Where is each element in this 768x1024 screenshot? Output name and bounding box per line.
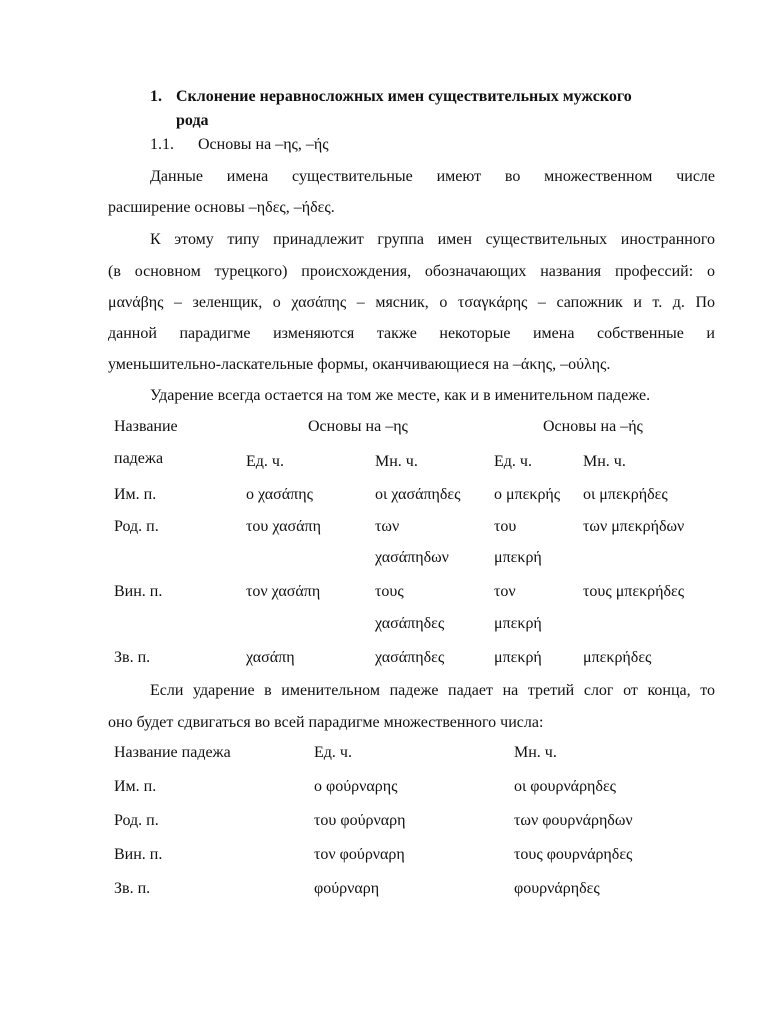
table-cell: ο μπεκρής xyxy=(494,486,561,503)
table-cell: οι μπεκρήδες xyxy=(583,486,668,503)
table-cell: ο χασάπης xyxy=(246,486,313,503)
column-header-plural: Мн. ч. xyxy=(583,453,626,470)
column-header-plural: Мн. ч. xyxy=(375,453,418,470)
column-header-case: Название xyxy=(114,418,178,435)
table-cell: χασάπη xyxy=(246,649,295,666)
table-cell: οι χασάπηδες xyxy=(375,486,461,503)
table-cell: μπεκρήδες xyxy=(583,649,652,666)
paragraph-line: μανάβης – зеленщик, ο χασάπης – мясник, ο τσαγκάρης – сапожник и т. д. По xyxy=(108,294,715,311)
paragraph-line: Данные имена существительные имеют во множественном числе xyxy=(150,168,715,185)
heading-number: 1. xyxy=(150,88,162,105)
paragraph-line: К этому типу принадлежит группа имен существительных иностранного xyxy=(150,231,715,248)
table-cell-case: Род. п. xyxy=(114,518,159,535)
table-cell: μπεκρή xyxy=(494,549,542,566)
subheading-title: Основы на –ης, –ής xyxy=(198,136,329,153)
table-cell: μπεκρή xyxy=(494,649,542,666)
table-cell: φούρναρη xyxy=(314,880,380,897)
heading-title-line2: рода xyxy=(176,112,209,129)
table-cell: τον φούρναρη xyxy=(314,846,405,863)
table-cell-case: Им. п. xyxy=(114,486,157,503)
table-cell: των φουρνάρηδων xyxy=(514,812,633,829)
paragraph-line: Ударение всегда остается на том же месте, как и в именительном падеже. xyxy=(150,387,651,404)
group-header-is: Основы на –ής xyxy=(543,418,643,435)
table-cell-case: Зв. п. xyxy=(114,880,151,897)
paragraph-line: уменьшительно-ласкательные формы, оканчивающиеся на –άκης, –ούλης. xyxy=(108,356,611,373)
table-cell: των μπεκρήδων xyxy=(583,518,685,535)
paragraph-line: Если ударение в именительном падеже падает на третий слог от конца, то xyxy=(150,682,715,699)
column-header-plural: Мн. ч. xyxy=(514,744,557,761)
column-header-singular: Ед. ч. xyxy=(494,453,532,470)
column-header-case: падежа xyxy=(114,450,164,467)
paragraph-line: расширение основы –ηδες, –ήδες. xyxy=(108,199,335,216)
paragraph-line: данной парадигме изменяются также некоторые имена собственные и xyxy=(108,325,715,342)
paragraph-line: (в основном турецкого) происхождения, обозначающих названия профессий: ο xyxy=(108,263,715,280)
table-cell: των xyxy=(375,518,400,535)
table-cell: τους μπεκρήδες xyxy=(583,583,685,600)
table-cell: τον xyxy=(494,583,516,600)
table-cell-case: Вин. п. xyxy=(114,846,163,863)
table-cell: φουρνάρηδες xyxy=(514,880,600,897)
column-header-case: Название падежа xyxy=(114,744,231,761)
table-cell-case: Вин. п. xyxy=(114,583,163,600)
table-cell: μπεκρή xyxy=(494,615,542,632)
table-cell: τους xyxy=(375,583,404,600)
table-cell: χασάπηδες xyxy=(375,615,445,632)
table-cell: χασάπηδων xyxy=(375,549,449,566)
subheading-number: 1.1. xyxy=(150,136,174,153)
table-cell: του χασάπη xyxy=(246,518,321,535)
table-cell: του φούρναρη xyxy=(314,812,406,829)
table-cell: ο φούρναρης xyxy=(314,778,398,795)
table-cell: του xyxy=(494,518,517,535)
paragraph-line: оно будет сдвигаться во всей парадигме множественного числа: xyxy=(108,714,544,731)
table-cell: τον χασάπη xyxy=(246,583,321,600)
table-cell: οι φουρνάρηδες xyxy=(514,778,617,795)
column-header-singular: Ед. ч. xyxy=(314,744,352,761)
table-cell-case: Род. п. xyxy=(114,812,159,829)
column-header-singular: Ед. ч. xyxy=(246,453,284,470)
table-cell-case: Им. п. xyxy=(114,778,157,795)
heading-title-line1: Склонение неравносложных имен существительных мужского xyxy=(176,88,632,105)
table-cell: χασάπηδες xyxy=(375,649,445,666)
group-header-es: Основы на –ης xyxy=(308,418,408,435)
table-cell: τους φουρνάρηδες xyxy=(514,846,633,863)
table-cell-case: Зв. п. xyxy=(114,649,151,666)
